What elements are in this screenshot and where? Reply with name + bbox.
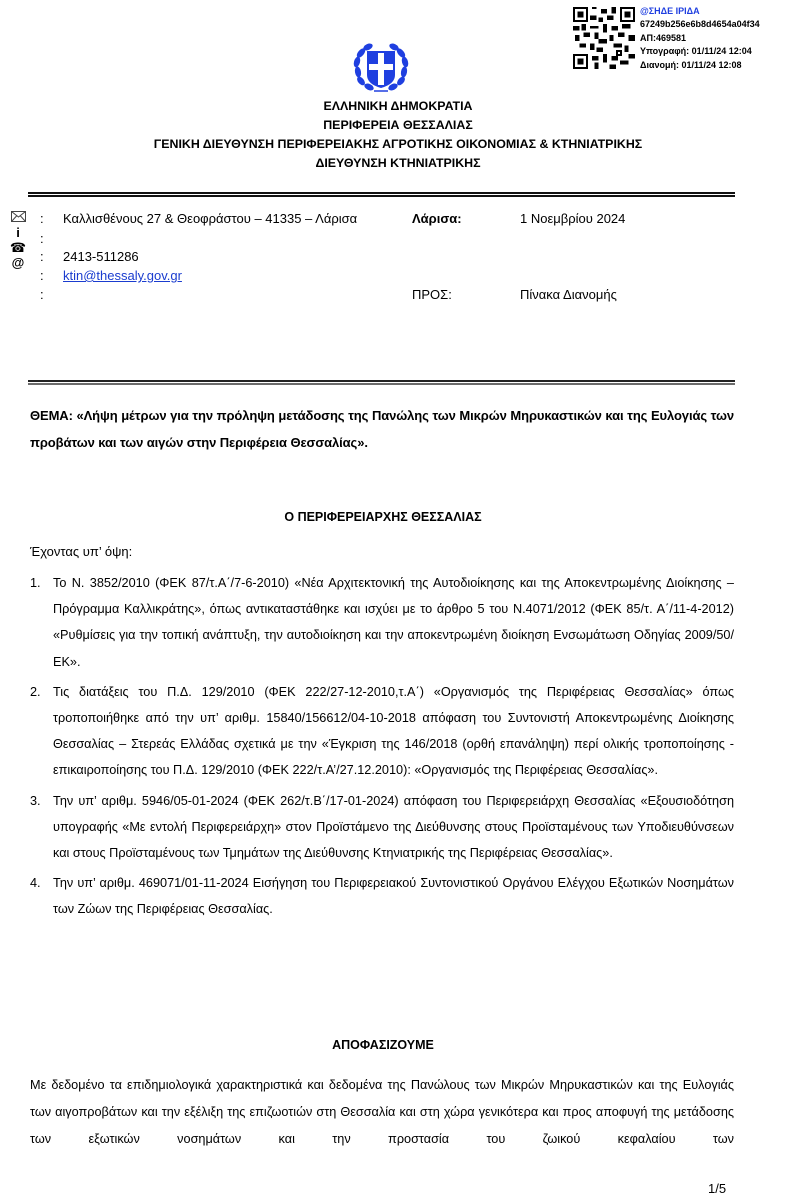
- place-label: Λάρισα:: [412, 211, 462, 226]
- list-item-text: Την υπ’ αριθμ. 5946/05-01-2024 (ΦΕΚ 262/τ.Β΄/17-01-2024) απόφαση του Περιφερειάρχη Θεσσαλίας «Εξουσιοδότηση υπογραφής «Με εντολή Περιφερειάρχη» στον Προϊστάμενο της Διεύθυνσης στους Προϊσταμένους των Υποδιευθύνσεων και στους Προϊσταμένους των Τμημάτων της Διεύθυνσης Κτηνιατρικής της Περιφέρειας Θεσσαλίας».: [53, 793, 734, 861]
- telephone-icon: ☎: [9, 240, 27, 255]
- list-item-number: 3.: [30, 793, 41, 808]
- subject-divider: [28, 380, 735, 385]
- contact-colon: :: [40, 231, 44, 246]
- contact-colon: :: [40, 268, 44, 283]
- list-item-text: Την υπ’ αριθμ. 469071/01-11-2024 Εισήγηση του Περιφερειακού Συντονιστικού Οργάνου Ελέγχου Εξωτικών Νοσημάτων των Ζώων της Περιφέρειας Θεσσαλίας.: [53, 876, 734, 917]
- list-item-number: 4.: [30, 876, 41, 891]
- document-date: 1 Νοεμβρίου 2024: [520, 211, 626, 226]
- contact-colon: :: [40, 211, 44, 226]
- header-divider: [28, 192, 735, 197]
- considerations-list: [30, 570, 734, 927]
- stamp-signature-time: Υπογραφή: 01/11/24 12:04: [640, 46, 752, 57]
- list-item: [30, 788, 734, 867]
- contact-colon: :: [40, 287, 44, 302]
- header-region: ΠΕΡΙΦΕΡΕΙΑ ΘΕΣΣΑΛΙΑΣ: [323, 118, 473, 132]
- stamp-hash: 67249b256e6b8d4654a04f34: [640, 19, 760, 30]
- list-item-text: Τις διατάξεις του Π.Δ. 129/2010 (ΦΕΚ 222/27-12-2010,τ.Α΄) «Οργανισμός της Περιφέρειας Θεσσαλίας» όπως τροποποιήθηκε από την υπ’ αριθμ. 15840/156612/04-10-2018 απόφαση του Συντονιστή Αποκεντρωμένης Διοίκησης Θεσσαλίας – Στερεάς Ελλάδας σχετικά με την «Έγκριση της 146/2018 (ορθή επανάληψη) περί ολικής τροποποίησης - επικαιροποίησης του Π.Δ. 129/2010 (ΦΕΚ 222/τ.Α’/27.12.2010): «Οργανισμός της Περιφέρειας Θεσσαλίας».: [53, 684, 734, 778]
- list-item: [30, 870, 734, 922]
- header-directorate: ΔΙΕΥΘΥΝΣΗ ΚΤΗΝΙΑΤΡΙΚΗΣ: [315, 156, 481, 170]
- list-item-number: 1.: [30, 576, 41, 590]
- list-item-number: 2.: [30, 684, 41, 699]
- recipient-label: ΠΡΟΣ:: [412, 287, 452, 302]
- authority-heading: Ο ΠΕΡΙΦΕΡΕΙΑΡΧΗΣ ΘΕΣΣΑΛΙΑΣ: [284, 510, 482, 524]
- contact-email-link[interactable]: ktin@thessaly.gov.gr: [63, 268, 182, 283]
- page-number: 1/5: [708, 1181, 727, 1196]
- list-item: [30, 679, 734, 784]
- greek-coat-of-arms-icon: [352, 42, 410, 94]
- decision-heading: ΑΠΟΦΑΣΙΖΟΥΜΕ: [332, 1038, 434, 1052]
- stamp-protocol-number: ΑΠ:469581: [640, 32, 687, 43]
- header-republic: ΕΛΛΗΝΙΚΗ ΔΗΜΟΚΡΑΤΙΑ: [323, 99, 473, 113]
- info-icon: i: [16, 225, 20, 240]
- stamp-distribution-time: Διανομή: 01/11/24 12:08: [640, 59, 742, 70]
- contact-colon: :: [40, 249, 44, 264]
- at-sign-icon: @: [11, 255, 25, 270]
- digital-signature-stamp: [573, 5, 793, 73]
- decision-paragraph: Με δεδομένο τα επιδημιολογικά χαρακτηριστικά και δεδομένα της Πανώλους των Μικρών Μηρυκαστικών και της Ευλογιάς των αιγοπροβάτων και την εξέλιξη της επιζωοτιών στη Θεσσαλία και στη χώρα γενικότερα και προς αποφυγή της μετάδοσης των εξωτικών νοσημάτων και την προστασία του ζωικού κεφαλαίου των: [30, 1078, 734, 1146]
- stamp-brand: @ΣΗΔΕ ΙΡΙΔΑ: [640, 6, 700, 16]
- contact-icons: [8, 210, 28, 270]
- header-general-directorate: ΓΕΝΙΚΗ ΔΙΕΥΘΥΝΣΗ ΠΕΡΙΦΕΡΕΙΑΚΗΣ ΑΓΡΟΤΙΚΗΣ ΟΙΚΟΝΟΜΙΑΣ & ΚΤΗΝΙΑΤΡΙΚΗΣ: [153, 137, 643, 151]
- considerations-intro: Έχοντας υπ’ όψη:: [30, 544, 133, 559]
- list-item: [30, 570, 734, 675]
- qr-code-icon: [573, 5, 635, 71]
- recipient-value: Πίνακα Διανομής: [520, 287, 617, 302]
- list-item-text: Το Ν. 3852/2010 (ΦΕΚ 87/τ.Α΄/7-6-2010) «Νέα Αρχιτεκτονική της Αυτοδιοίκησης και της Αποκεντρωμένης Διοίκησης – Πρόγραμμα Καλλικράτης», όπως αντικαταστάθηκε και ισχύει με το άρθρο 5 του Ν.4071/2012 (ΦΕΚ 85/τ. Α΄/11-4-2012) «Ρυθμίσεις για την τοπική ανάπτυξη, την αυτοδιοίκηση και την αποκεντρωμένη διοίκηση Ενσωμάτωση Οδηγίας 2009/50/ΕΚ».: [53, 576, 734, 669]
- contact-address: Καλλισθένους 27 & Θεοφράστου – 41335 – Λάρισα: [63, 211, 358, 226]
- envelope-icon: [8, 210, 28, 225]
- document-subject: ΘΕΜΑ: «Λήψη μέτρων για την πρόληψη μετάδοσης της Πανώλης των Μικρών Μηρυκαστικών και της Ευλογιάς των προβάτων και των αιγών στην Περιφέρεια Θεσσαλίας».: [30, 408, 734, 450]
- contact-phone: 2413-511286: [63, 249, 139, 264]
